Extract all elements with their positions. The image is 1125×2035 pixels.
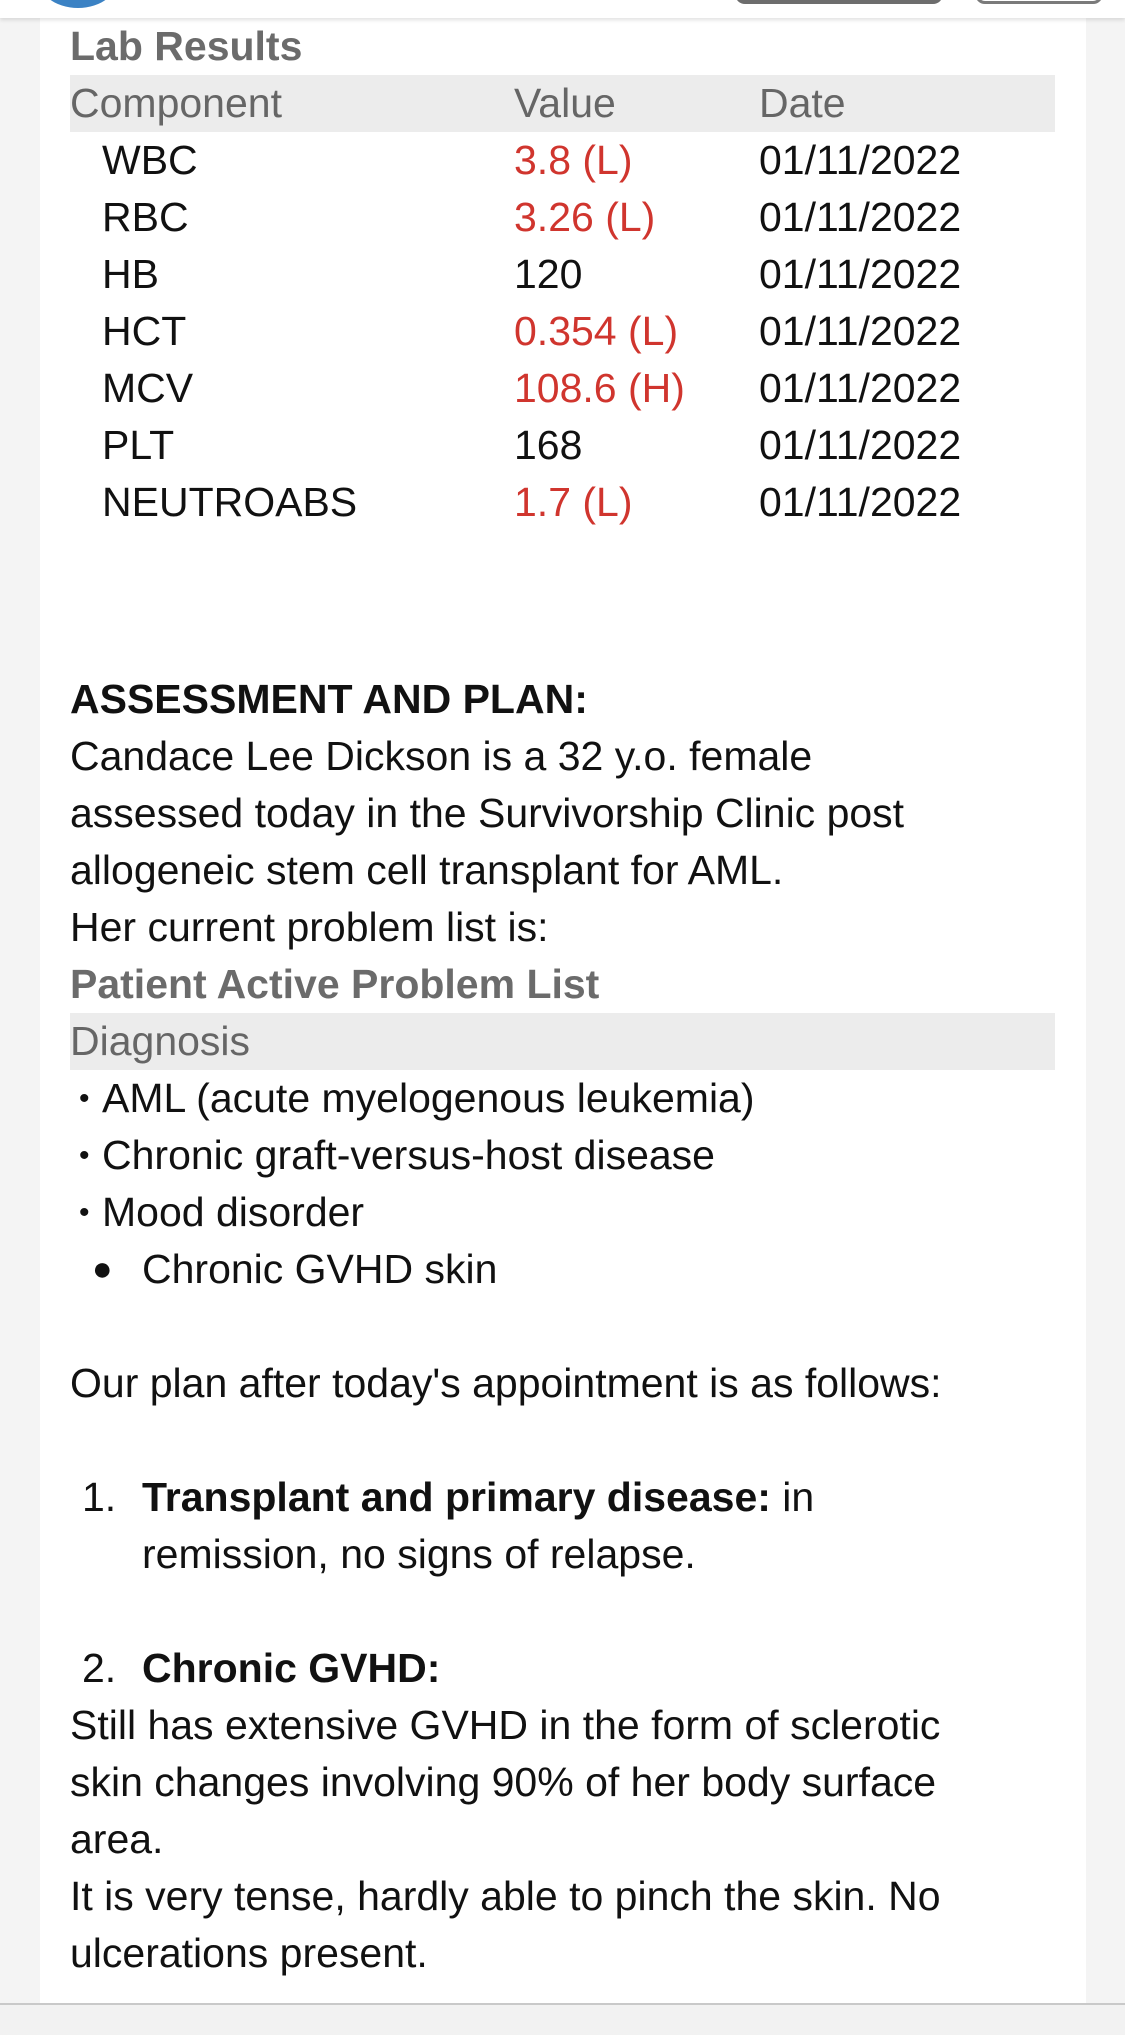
header-date: Date	[759, 80, 846, 126]
plan-number: 1.	[82, 1474, 117, 1520]
diagnosis-text: Chronic graft-versus-host disease	[102, 1132, 715, 1178]
gvhd-line: It is very tense, hardly able to pinch the skin. No	[70, 1873, 941, 1919]
lab-row-mcv	[70, 360, 1055, 417]
note-content	[70, 18, 1055, 1982]
lab-row-rbc	[70, 189, 1055, 246]
diagnosis-item	[70, 1070, 1055, 1127]
lab-date: 01/11/2022	[759, 194, 962, 240]
plan-intro: Our plan after today's appointment is as follows:	[70, 1360, 942, 1406]
lab-date: 01/11/2022	[759, 479, 962, 525]
diagnosis-item	[70, 1184, 1055, 1241]
problem-list-title: Patient Active Problem List	[70, 961, 600, 1007]
lab-component: MCV	[102, 365, 194, 411]
toolbar-secondary-button[interactable]	[975, 0, 1103, 4]
lab-value: 168	[514, 422, 583, 468]
plan-item-text-cont: remission, no signs of relapse.	[142, 1531, 696, 1577]
lab-row-hct	[70, 303, 1055, 360]
diagnosis-text: AML (acute myelogenous leukemia)	[102, 1075, 755, 1121]
lab-value: 3.26 (L)	[514, 194, 656, 240]
lab-row-wbc	[70, 132, 1055, 189]
plan-item-title: Chronic GVHD:	[142, 1645, 441, 1691]
plan-item-gvhd	[70, 1640, 1055, 1697]
spacer	[70, 531, 1055, 671]
assessment-line: assessed today in the Survivorship Clinic post	[70, 790, 905, 836]
gvhd-line: ulcerations present.	[70, 1930, 428, 1976]
diagnosis-text: Mood disorder	[102, 1189, 365, 1235]
spacer	[70, 1298, 1055, 1355]
lab-component: RBC	[102, 194, 189, 240]
lab-value: 120	[514, 251, 583, 297]
assessment-line: allogeneic stem cell transplant for AML.	[70, 847, 784, 893]
lab-component: NEUTROABS	[102, 479, 358, 525]
header-value: Value	[514, 80, 616, 126]
lab-date: 01/11/2022	[759, 308, 962, 354]
lab-component: PLT	[102, 422, 175, 468]
lab-value: 108.6 (H)	[514, 365, 685, 411]
diagnosis-text: Chronic GVHD skin	[142, 1246, 498, 1292]
gvhd-line: area.	[70, 1816, 164, 1862]
plan-item-transplant	[70, 1469, 1055, 1583]
gvhd-line: Still has extensive GVHD in the form of sclerotic	[70, 1702, 941, 1748]
lab-component: HB	[102, 251, 159, 297]
plan-item-title: Transplant and primary disease:	[142, 1474, 771, 1520]
plan-item-text: in	[770, 1474, 815, 1520]
plan-number: 2.	[82, 1645, 117, 1691]
spacer	[70, 1583, 1055, 1640]
lab-component: WBC	[102, 137, 198, 183]
bullet-icon: ●	[92, 1250, 113, 1288]
avatar[interactable]	[36, 0, 120, 8]
lab-row-plt	[70, 417, 1055, 474]
lab-value: 1.7 (L)	[514, 479, 633, 525]
lab-date: 01/11/2022	[759, 137, 962, 183]
gvhd-line: skin changes involving 90% of her body surface	[70, 1759, 937, 1805]
lab-date: 01/11/2022	[759, 422, 962, 468]
assessment-heading: ASSESSMENT AND PLAN:	[70, 676, 588, 722]
lab-value: 0.354 (L)	[514, 308, 679, 354]
bullet-icon: •	[79, 1196, 90, 1229]
header-component: Component	[70, 80, 282, 126]
assessment-line: Candace Lee Dickson is a 32 y.o. female	[70, 733, 813, 779]
lab-results-title: Lab Results	[70, 23, 303, 69]
lab-date: 01/11/2022	[759, 251, 962, 297]
lab-row-neutroabs	[70, 474, 1055, 531]
problem-intro: Her current problem list is:	[70, 904, 549, 950]
diagnosis-item	[70, 1127, 1055, 1184]
bullet-icon: •	[79, 1082, 90, 1115]
lab-component: HCT	[102, 308, 187, 354]
lab-value: 3.8 (L)	[514, 137, 633, 183]
bottom-toolbar	[0, 2003, 1125, 2035]
top-toolbar	[0, 0, 1125, 18]
lab-date: 01/11/2022	[759, 365, 962, 411]
spacer	[70, 1412, 1055, 1469]
diagnosis-item	[70, 1241, 1055, 1298]
bullet-icon: •	[79, 1139, 90, 1172]
diagnosis-header: Diagnosis	[70, 1013, 1055, 1070]
lab-table-header	[70, 75, 1055, 132]
toolbar-button[interactable]	[735, 0, 943, 4]
lab-row-hb	[70, 246, 1055, 303]
